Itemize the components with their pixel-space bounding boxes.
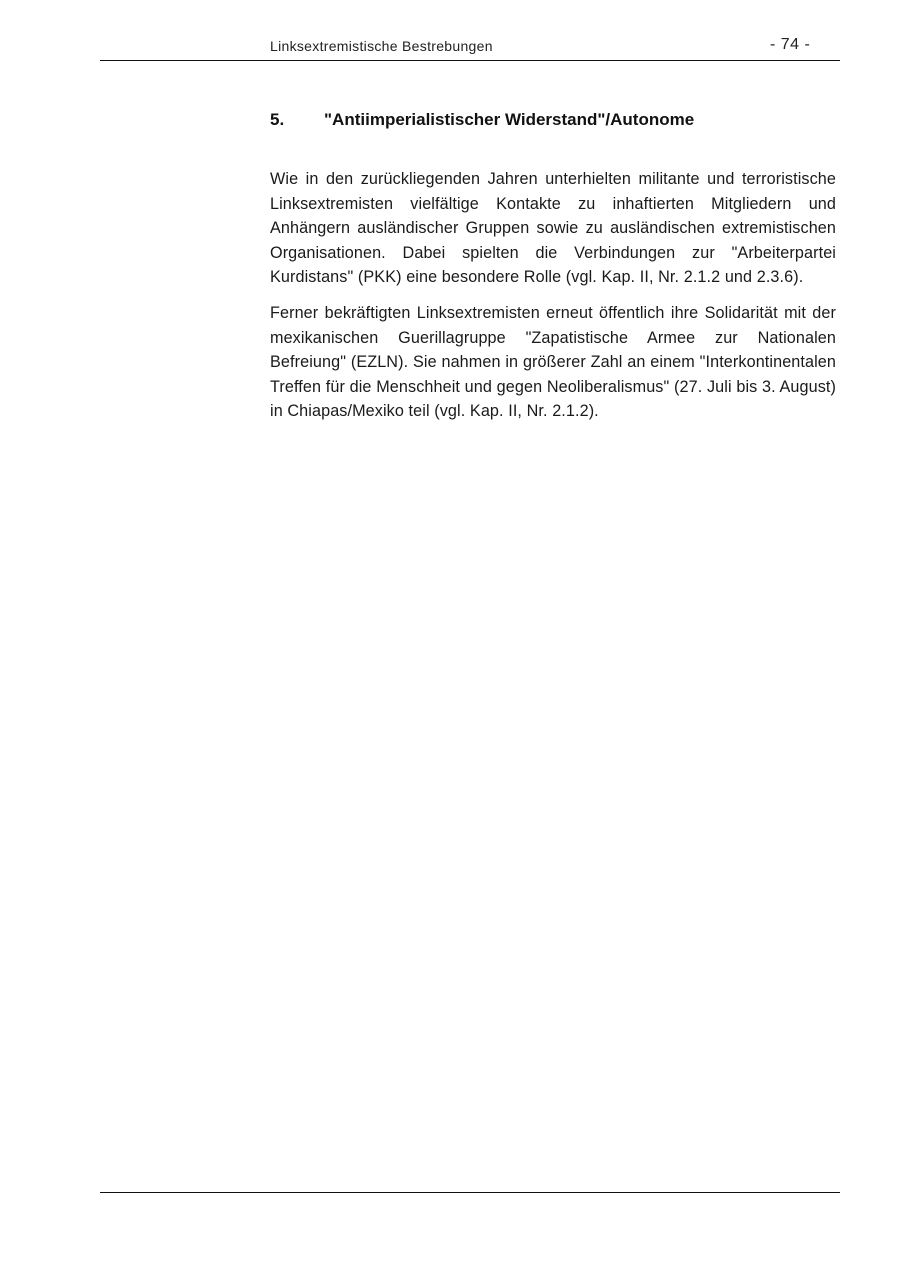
page-header xyxy=(0,0,900,62)
running-title: Linksextremistische Bestrebungen xyxy=(270,38,493,54)
body-text xyxy=(270,167,836,435)
section-heading xyxy=(270,110,694,130)
page-number: - 74 - xyxy=(770,36,811,53)
section-number: 5. xyxy=(270,110,285,129)
paragraph: Wie in den zurückliegenden Jahren unterhielten militante und terroristische Linksextremisten vielfältige Kontakte zu inhaftierten Mitgliedern und Anhängern ausländischer Gruppen sowie zu ausländischen extremistischen Organisationen. Dabei spielten die Verbindungen zur "Arbeiterpartei Kurdistans" (PKK) eine besondere Rolle (vgl. Kap. II, Nr. 2.1.2 und 2.3.6). xyxy=(270,170,836,287)
header-rule xyxy=(100,60,840,61)
paragraph: Ferner bekräftigten Linksextremisten erneut öffentlich ihre Solidarität mit der mexikanischen Guerillagruppe "Zapatistische Armee zur Nationalen Befreiung" (EZLN). Sie nahmen in größerer Zahl an einem "Interkontinentalen Treffen für die Menschheit und gegen Neoliberalismus" (27. Juli bis 3. August) in Chiapas/Mexiko teil (vgl. Kap. II, Nr. 2.1.2). xyxy=(270,303,836,421)
footer-rule xyxy=(100,1192,840,1193)
section-title: "Antiimperialistischer Widerstand"/Autonome xyxy=(324,110,695,129)
